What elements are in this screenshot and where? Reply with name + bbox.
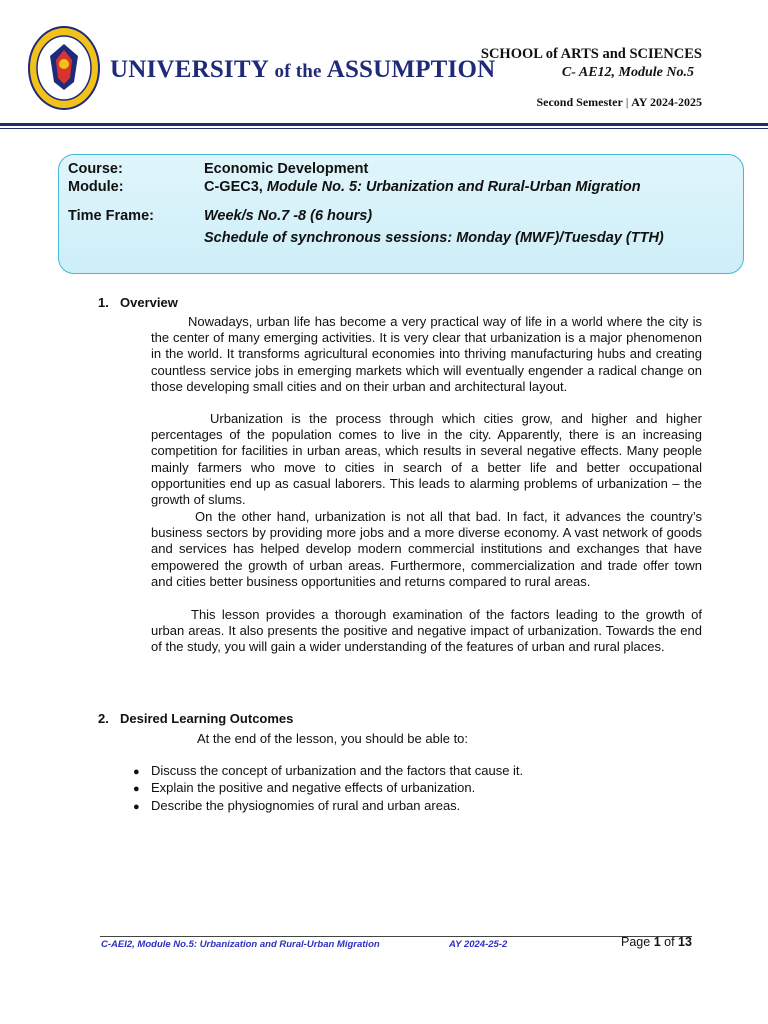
overview-heading: 1. Overview [98,295,178,310]
school-header [481,46,702,110]
footer-academic-year: AY 2024-25-2 [449,939,508,950]
schedule-value: Schedule of synchronous sessions: Monday (MWF)/Tuesday (TTH) [204,230,664,246]
list-item: ● Discuss the concept of urbanization and the factors that cause it. [133,763,524,778]
module-code: C- AE12, Module No.5 [561,65,694,80]
course-value: Economic Development [204,161,369,177]
header-divider [0,123,768,126]
timeframe-value: Week/s No.7 -8 (6 hours) [204,208,373,224]
overview-paragraph-1: Nowadays, urban life has become a very practical way of life in a world where the city is the center of many emerging activities. It is very clear that urbanization is a major phenomenon in the world. It transforms agricultural economies into thriving manufacturing hubs and creating countless service jobs in emerging markets which will eventually engender a radical change on those developing small cities and on their urban and architectural layout. [151,314,702,394]
outcomes-intro: At the end of the lesson, you should be able to: [197,731,469,746]
overview-paragraph-2: Urbanization is the process through which cities grow, and higher and higher percentages of the population comes to live in the city. Apparently, there is an increasing competition for facilities in urban areas, which results in several negative effects. Many people mainly farmers who move to cities in search of a better life and better occupational opportunities end up as casual laborers. This leads to alarming problems of urbanization – the growth of slums. [151,411,702,508]
page-number: Page 1 of 13 [621,935,692,949]
university-name: UNIVERSITY of the ASSUMPTION [110,56,496,83]
module-value: C-GEC3, Module No. 5: Urbanization and Rural-Urban Migration [204,179,641,195]
footer-divider [100,936,692,937]
outcomes-list [133,763,523,815]
course-info-box: Course: Economic Development Module: C-GEC3, Module No. 5: Urbanization and Rural-Urban Migration Time Frame: Week/s No.7 -8 (6 hours) Schedule of synchronous sessions: Monday (MWF)/Tuesday (TTH) [58,154,744,274]
school-name: SCHOOL of ARTS and SCIENCES [480,46,702,62]
list-item: ● Explain the positive and negative effects of urbanization. [133,780,476,796]
list-item: ● Describe the physiognomies of rural and urban areas. [133,797,461,813]
semester-line: Second Semester | AY 2024-2025 [536,95,702,109]
overview-paragraph-3: On the other hand, urbanization is not all that bad. In fact, it advances the country’s business sectors by providing more jobs and a more diverse economy. A vast network of goods and services has helped develop modern commercial institutions and exchanges that have empowered the growth of urban areas. Furthermore, commercialization and trade offer town and cities better business opportunities and returns compared to rural areas. [151,509,702,589]
university-seal-logo [28,26,100,110]
overview-paragraph-4: This lesson provides a thorough examination of the factors leading to the growth of urban areas. It also presents the positive and negative impact of urbanization. Towards the end of the study, you will gain a wider understanding of the features of urban and rural places. [151,607,702,655]
outcomes-heading: 2. Desired Learning Outcomes [98,711,294,726]
footer-module-title: C-AEI2, Module No.5: Urbanization and Rural-Urban Migration [101,939,380,950]
header-divider-thin [0,128,768,129]
